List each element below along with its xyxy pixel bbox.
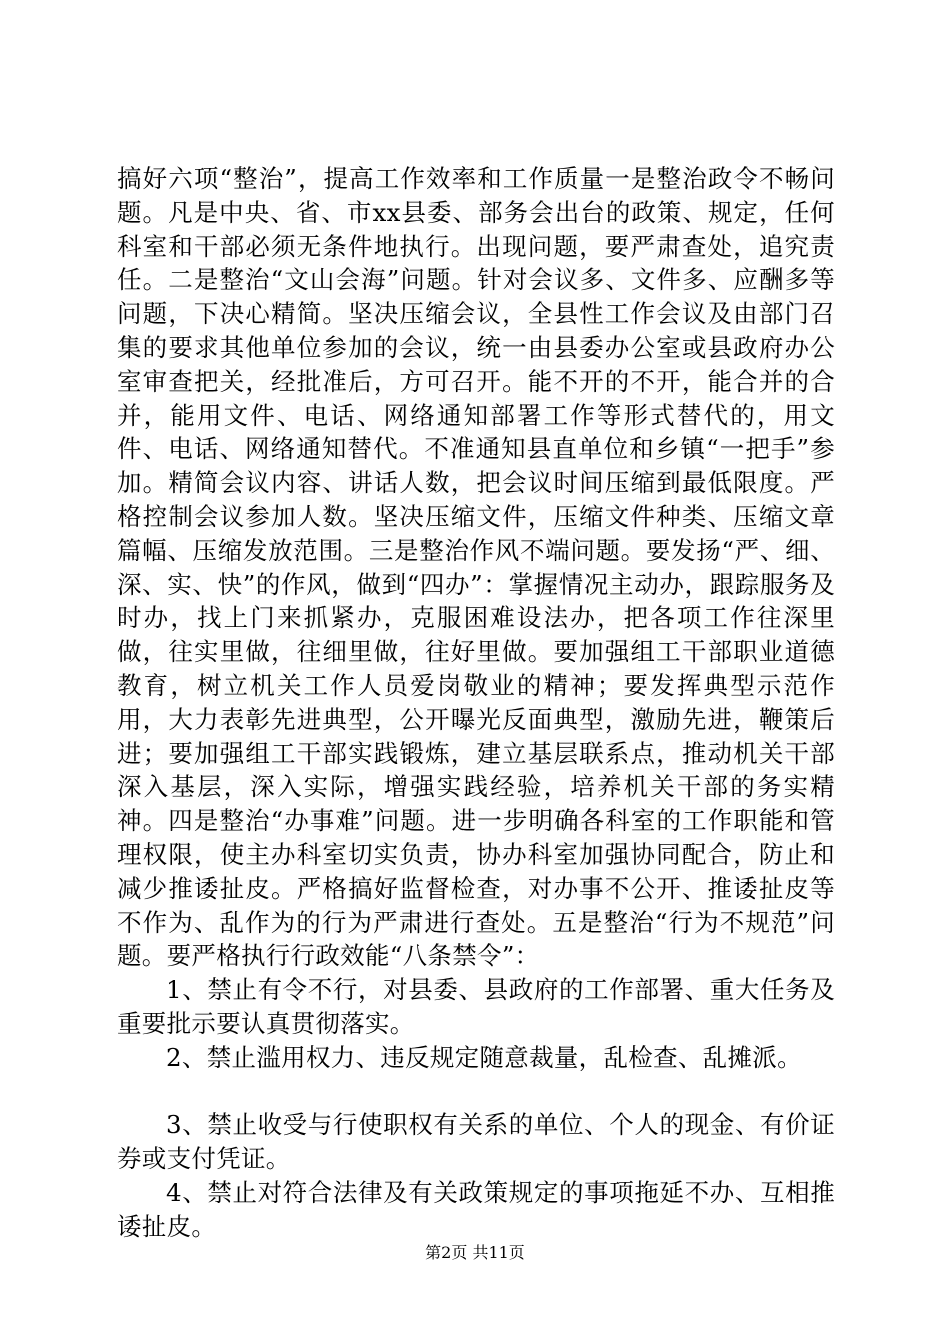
list-item: 4、禁止对符合法律及有关政策规定的事项拖延不办、互相推诿扯皮。 xyxy=(117,1177,835,1241)
list-item: 3、禁止收受与行使职权有关系的单位、个人的现金、有价证券或支付凭证。 xyxy=(117,1110,835,1174)
paragraph-main: 搞好六项“整治”，提高工作效率和工作质量一是整治政令不畅问题。凡是中央、省、市xx县委、部务会出台的政策、规定，任何科室和干部必须无条件地执行。出现问题，要严肃查处，追究责任。二是整治“文山会海”问题。针对会议多、文件多、应酬多等问题，下决心精简。坚决压缩会议，全县性工作会议及由部门召集的要求其他单位参加的会议，统一由县委办公室或县政府办公室审查把关，经批准后，方可召开。能不开的不开，能合并的合并，能用文件、电话、网络通知部署工作等形式替代的，用文件、电话、网络通知替代。不准通知县直单位和乡镇“一把手”参加。精简会议内容、讲话人数，把会议时间压缩到最低限度。严格控制会议参加人数。坚决压缩文件，压缩文件种类、压缩文章篇幅、压缩发放范围。三是整治作风不端问题。要发扬“严、细、深、实、快”的作风，做到“四办”：掌握情况主动办，跟踪服务及时办，找上门来抓紧办，克服困难设法办，把各项工作往深里做，往实里做，往细里做，往好里做。要加强组工干部职业道德教育，树立机关工作人员爱岗敬业的精神；要发挥典型示范作用，大力表彰先进典型，公开曝光反面典型，激励先进，鞭策后进；要加强组工干部实践锻炼，建立基层联系点，推动机关干部深入基层，深入实际，增强实践经验，培养机关干部的务实精神。四是整治“办事难”问题。进一步明确各科室的工作职能和管理权限，使主办科室切实负责，协办科室加强协同配合，防止和减少推诿扯皮。严格搞好监督检查，对办事不公开、推诿扯皮等不作为、乱作为的行为严肃进行查处。五是整治“行为不规范”问题。要严格执行行政效能“八条禁令”： xyxy=(117,164,835,971)
document-body xyxy=(117,162,835,1244)
list-item: 2、禁止滥用权力、违反规定随意裁量，乱检查、乱摊派。 xyxy=(166,1042,802,1072)
page-number: 第2页 共11页 xyxy=(425,1243,525,1262)
list-item: 1、禁止有令不行，对县委、县政府的工作部署、重大任务及重要批示要认真贯彻落实。 xyxy=(117,975,835,1038)
